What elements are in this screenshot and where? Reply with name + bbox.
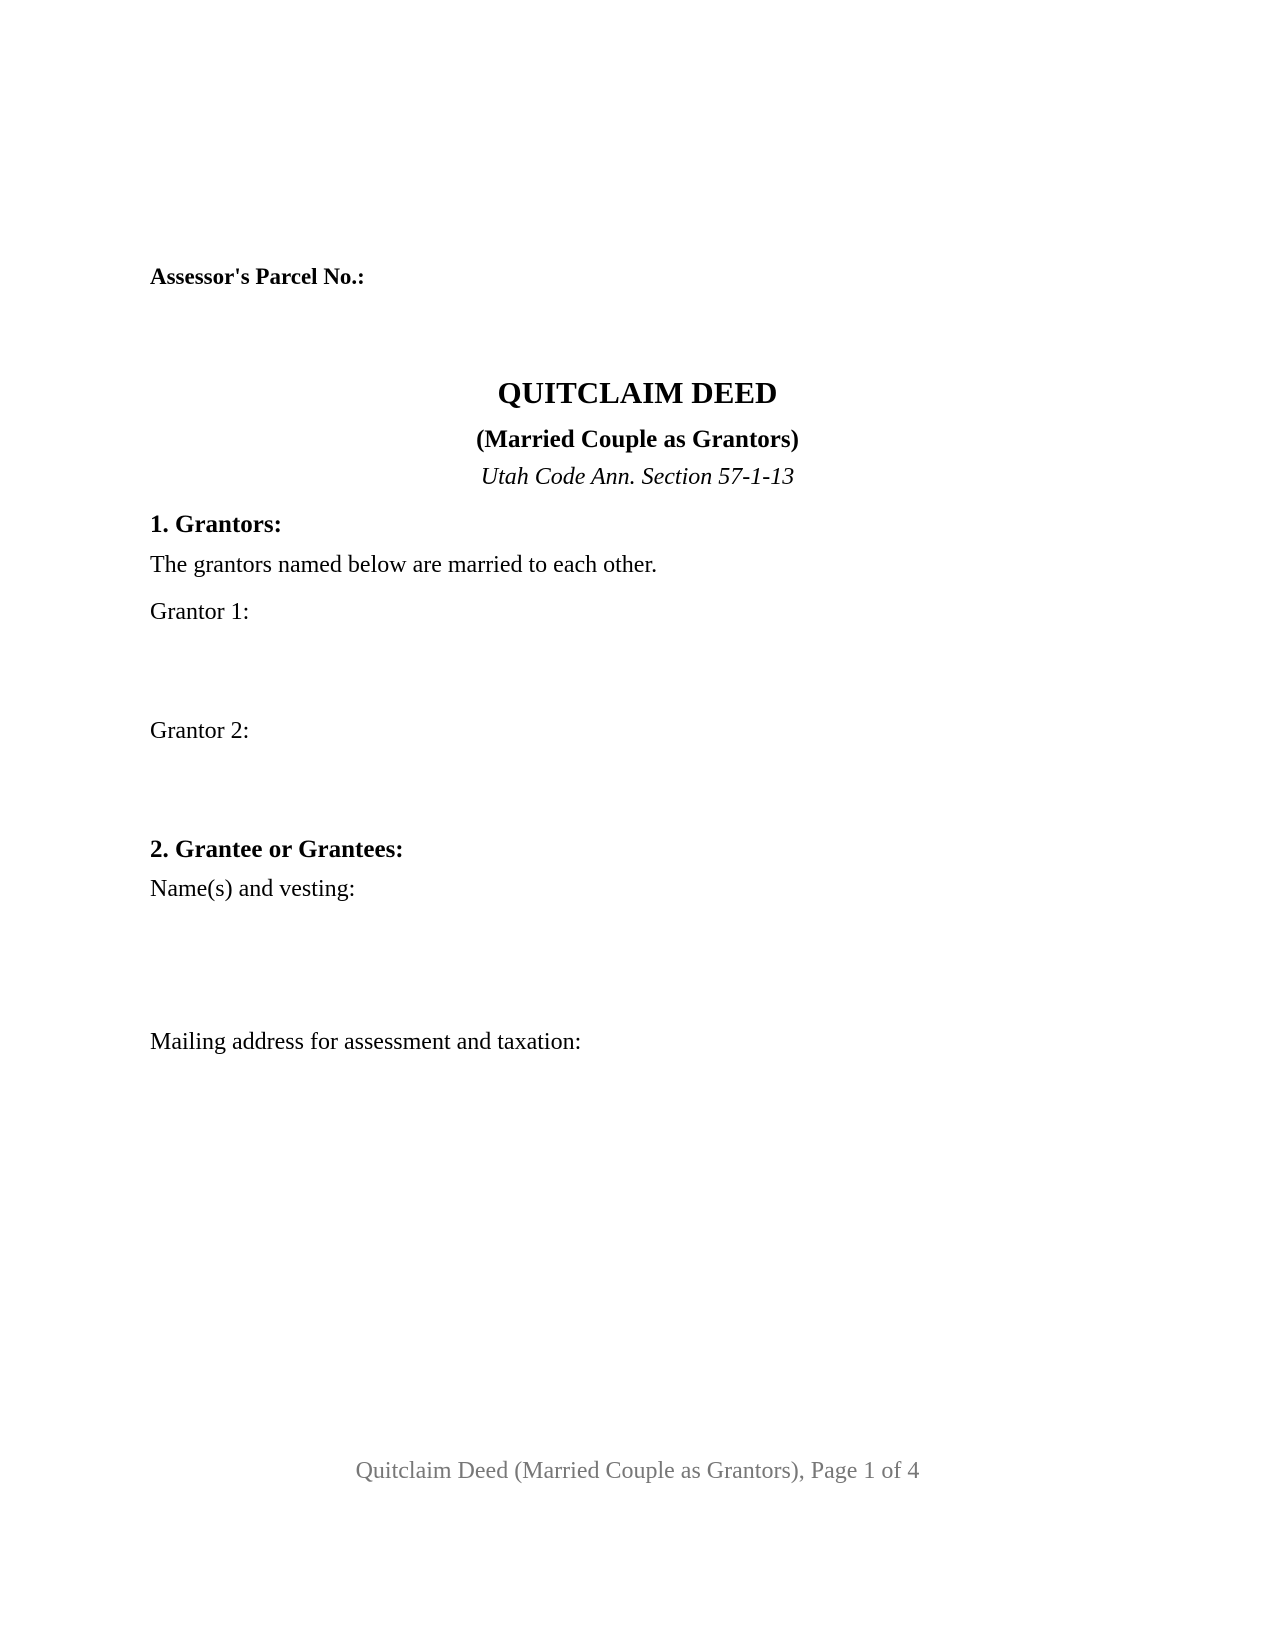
grantors-married-statement: The grantors named below are married to each other. [150, 552, 658, 578]
page-footer: Quitclaim Deed (Married Couple as Grantors), Page 1 of 4 [355, 1458, 920, 1484]
statute-citation: Utah Code Ann. Section 57-1-13 [480, 464, 795, 490]
grantees-heading: 2. Grantee or Grantees: [150, 836, 404, 863]
document-subtitle: (Married Couple as Grantors) [476, 426, 799, 453]
grantors-heading: 1. Grantors: [150, 511, 282, 538]
names-and-vesting-label: Name(s) and vesting: [150, 876, 356, 902]
mailing-address-label: Mailing address for assessment and taxation: [150, 1029, 582, 1055]
grantor-2-label: Grantor 2: [150, 718, 250, 744]
document-title: QUITCLAIM DEED [497, 375, 778, 410]
grantor-1-label: Grantor 1: [150, 599, 250, 625]
parcel-number-label: Assessor's Parcel No.: [150, 264, 365, 289]
